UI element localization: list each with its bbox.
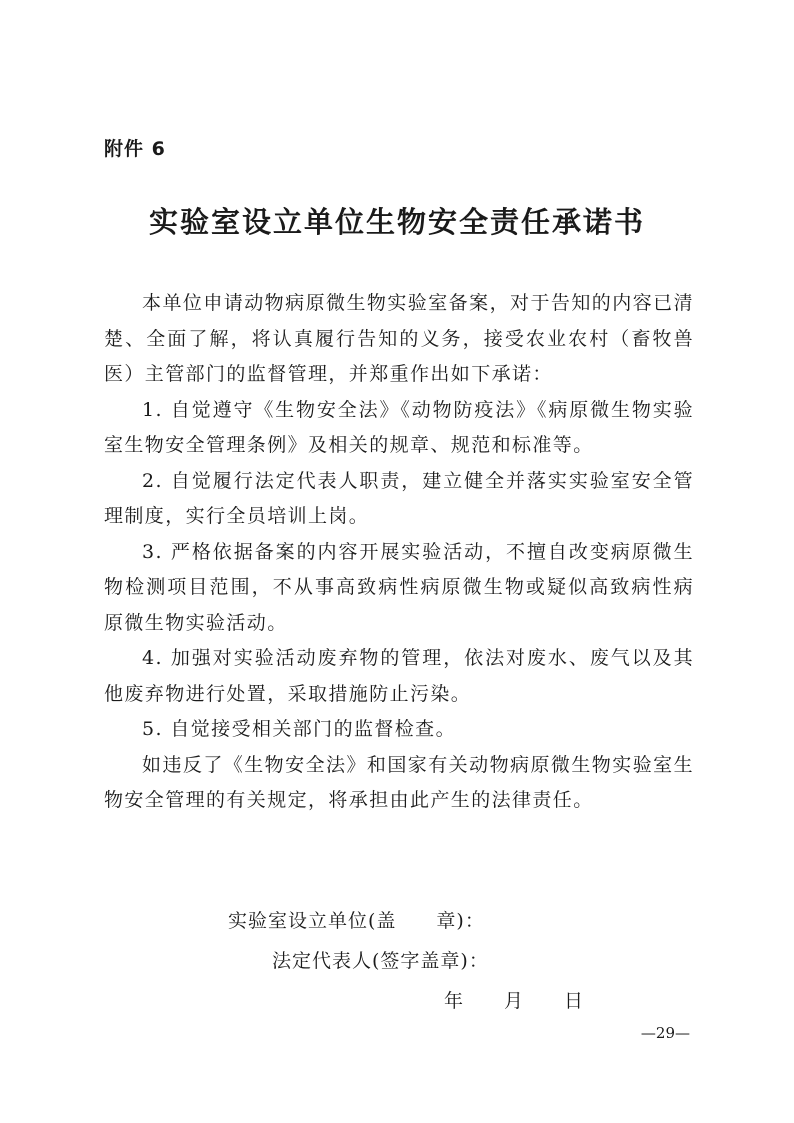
commitment-item-2: 2. 自觉履行法定代表人职责，建立健全并落实实验室安全管理制度，实行全员培训上岗。 — [104, 469, 694, 527]
commitment-item-5: 5. 自觉接受相关部门的监督检查。 — [142, 718, 456, 740]
commitment-item-4: 4. 加强对实验活动废弃物的管理，依法对废水、废气以及其他废弃物进行处置，采取措施防止污染。 — [104, 647, 694, 705]
representative-signature-label: 法定代表人(签字盖章)： — [272, 950, 489, 972]
unit-seal-label: 实验室设立单位(盖 章)： — [228, 910, 485, 932]
attachment-label: 附件 6 — [104, 138, 166, 160]
commitment-item-1: 1. 自觉遵守《生物安全法》《动物防疫法》《病原微生物实验室生物安全管理条例》及相关的规章、规范和标准等。 — [104, 398, 694, 456]
document-title: 实验室设立单位生物安全责任承诺书 — [148, 205, 645, 239]
document-body — [104, 286, 694, 819]
intro-paragraph: 本单位申请动物病原微生物实验室备案，对于告知的内容已清楚、全面了解，将认真履行告知的义务，接受农业农村（畜牧兽医）主管部门的监督管理，并郑重作出如下承诺： — [104, 292, 694, 385]
liability-paragraph: 如违反了《生物安全法》和国家有关动物病原微生物实验室生物安全管理的有关规定，将承担由此产生的法律责任。 — [104, 753, 694, 811]
commitment-item-3: 3. 严格依据备案的内容开展实验活动，不擅自改变病原微生物检测项目范围，不从事高致病性病原微生物或疑似高致病性病原微生物实验活动。 — [104, 540, 694, 634]
date-label: 年 月 日 — [444, 990, 585, 1012]
page-number: —29— — [640, 1024, 690, 1042]
